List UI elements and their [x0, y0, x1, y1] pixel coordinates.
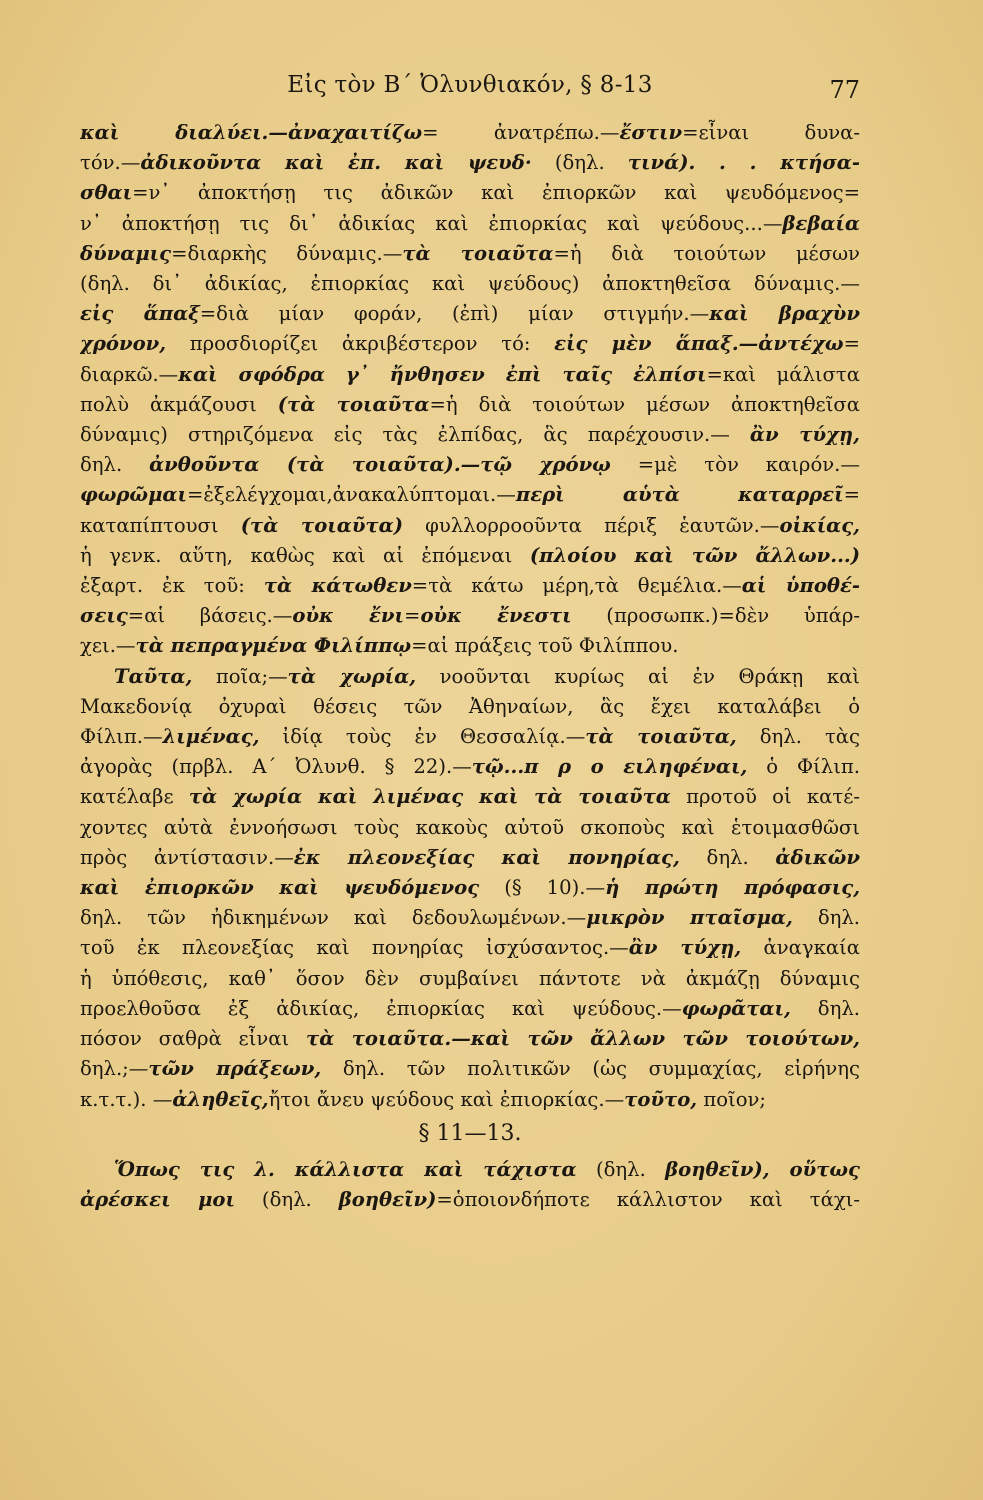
gloss-text: =ἡ διὰ τοιούτων μέσων [553, 241, 860, 265]
lemma-term: οὐκ ἔνεστι [420, 604, 572, 628]
lemma-term: καὶ ἐπιορκῶν καὶ ψευδόμενος [80, 876, 480, 900]
lemma-term: εἰς μὲν ἅπαξ.—ἀντέχω [554, 332, 844, 356]
lemma-term: Ὅπως τις λ. κάλλιστα καὶ τάχιστα [114, 1157, 577, 1181]
gloss-text: κ.τ.τ.). — [80, 1087, 173, 1111]
lemma-term: ἂν τύχῃ, [749, 423, 860, 447]
gloss-text: (§ 10).— [479, 876, 606, 900]
gloss-text: =τὰ κάτω μέρη,τὰ θεμέλια.— [411, 574, 742, 598]
text-line [80, 843, 860, 873]
gloss-text: καταπίπτουσι [80, 513, 241, 537]
next-section-text [80, 1155, 860, 1215]
lemma-term: ἀδικοῦντα καὶ ἐπ. καὶ ψευδ· [140, 151, 532, 175]
gloss-text: = [404, 604, 421, 628]
text-line [80, 933, 860, 963]
text-line [80, 178, 860, 208]
lemma-term: τὰ τοιαῦτα, [585, 725, 737, 749]
lemma-term: ἂν τύχῃ, [628, 936, 742, 960]
lemma-term: σθαι [80, 181, 133, 205]
lemma-term: φωρᾶται, [681, 996, 791, 1020]
gloss-text: προελθοῦσα ἐξ ἀδικίας, ἐπιορκίας καὶ ψεύδους.— [80, 996, 682, 1020]
gloss-text: (προσωπκ.)=δὲν ὑπάρ- [571, 604, 860, 628]
page-header [80, 66, 860, 106]
lemma-term: βεβαία [782, 211, 860, 235]
gloss-text: (δηλ. [531, 151, 628, 175]
gloss-text: τόν.— [80, 151, 141, 175]
gloss-text: δηλ. [790, 996, 860, 1020]
text-line [80, 571, 860, 601]
text-line [80, 1185, 860, 1215]
text-line [80, 1054, 860, 1084]
lemma-term: εἰς ἅπαξ [80, 302, 200, 326]
lemma-term: βοηθεῖν), οὕτως [665, 1157, 860, 1181]
lemma-term: (πλοίου καὶ τῶν ἄλλων...) [529, 543, 860, 567]
lemma-term: (τὰ τοιαῦτα [277, 392, 430, 416]
lemma-term: καὶ διαλύει.—ἀναχαιτίζω [80, 121, 423, 144]
gloss-text: ἡ γενκ. αὕτη, καθὼς καὶ αἱ ἑπόμεναι [80, 543, 530, 567]
lemma-term: σεις [80, 604, 128, 628]
lemma-term: τὰ πεπραγμένα Φιλίππῳ [135, 634, 412, 658]
text-line [80, 692, 860, 722]
gloss-text: = [843, 332, 860, 356]
gloss-text: προσδιορίζει ἀκριβέστερον τό: [166, 332, 555, 356]
commentary-paragraphs [80, 118, 860, 1115]
text-line [80, 209, 860, 239]
text-line [80, 541, 860, 571]
text-line [80, 873, 860, 903]
lemma-term: αἱ ὑποθέ- [741, 574, 860, 598]
lemma-term: τὰ χωρία, [287, 664, 417, 688]
gloss-text: (δηλ. [234, 1188, 339, 1212]
text-line [80, 994, 860, 1024]
lemma-term: καὶ βραχὺν [709, 302, 860, 326]
text-line [80, 148, 860, 178]
text-line [80, 964, 860, 994]
gloss-text: (δηλ. [576, 1157, 666, 1181]
gloss-text: = ἀνατρέπω.— [422, 121, 620, 144]
text-line [80, 1155, 860, 1185]
gloss-text: ἡ ὑπόθεσις, καθ᾿ ὅσον δὲν συμβαίνει πάντοτε νὰ ἀκμάζῃ δύναμις [80, 966, 860, 990]
lemma-term: Ταῦτα, [114, 664, 193, 688]
running-title: Εἰς τὸν Β΄ Ὀλυνθιακόν, § 8-13 [287, 72, 653, 98]
gloss-text: Φίλιπ.— [80, 725, 163, 749]
gloss-text: =καὶ μάλιστα [706, 362, 860, 386]
text-line [80, 1024, 860, 1054]
gloss-text: δηλ. [792, 906, 860, 930]
section-heading: § 11—13. [418, 1120, 522, 1146]
gloss-text: =διὰ μίαν φοράν, (ἐπὶ) μίαν στιγμήν.— [199, 302, 710, 326]
gloss-text: = [843, 483, 860, 507]
gloss-text: πολὺ ἀκμάζουσι [80, 392, 278, 416]
lemma-term: ἐκ πλεονεξίας καὶ πονηρίας, [293, 845, 680, 869]
lemma-term: φωρῶμαι [80, 483, 187, 507]
text-line [80, 269, 860, 299]
lemma-term: τὰ κάτωθεν [263, 574, 412, 598]
gloss-text: ποῖα;— [192, 664, 288, 688]
text-line [80, 1085, 860, 1115]
gloss-text: =ὁποιονδήποτε κάλλιστον καὶ τάχι- [436, 1188, 860, 1212]
text-line [80, 390, 860, 420]
text-line [80, 813, 860, 843]
lemma-term: ἔστιν [619, 121, 683, 144]
lemma-term: καὶ σφόδρα γ᾿ ἤνθησεν ἐπὶ ταῖς ἐλπίσι [178, 362, 707, 386]
text-line [80, 239, 860, 269]
lemma-term: τὰ τοιαῦτα [402, 241, 554, 265]
gloss-text: πόσον σαθρὰ εἶναι [80, 1027, 307, 1051]
text-line [80, 450, 860, 480]
text-line [80, 480, 860, 510]
lemma-term: τὰ χωρία καὶ λιμένας καὶ τὰ τοιαῦτα [188, 785, 671, 809]
gloss-text: φυλλορροοῦντα πέριξ ἑαυτῶν.— [402, 513, 780, 537]
gloss-text: =διαρκὴς δύναμις.— [171, 241, 403, 265]
gloss-text: ἰδίᾳ τοὺς ἐν Θεσσαλίᾳ.— [259, 725, 586, 749]
lemma-term: οὐκ ἔνι [292, 604, 405, 628]
gloss-text: διαρκῶ.— [80, 362, 179, 386]
lemma-term: τινά). . . κτήσα- [627, 151, 860, 175]
gloss-text: Μακεδονίᾳ ὀχυραὶ θέσεις τῶν Ἀθηναίων, ἃς ἔχει καταλάβει ὁ [80, 694, 860, 718]
text-line [80, 420, 860, 450]
lemma-term: μικρὸν πταῖσμα, [586, 906, 793, 930]
gloss-text: ὁ Φίλιπ. [747, 755, 860, 779]
gloss-text: νοοῦνται κυρίως αἱ ἐν Θράκῃ καὶ [416, 664, 860, 688]
gloss-text: =εἶναι δυνα- [682, 121, 860, 144]
gloss-text: ἀγορὰς (πρβλ. Α΄ Ὀλυνθ. § 22).— [80, 755, 472, 779]
commentary-text [80, 118, 860, 1215]
text-line [80, 752, 860, 782]
text-line [80, 601, 860, 631]
lemma-term: οἰκίας, [779, 513, 860, 537]
gloss-text: ποῖον; [697, 1087, 767, 1111]
text-line [80, 662, 860, 692]
text-line [80, 782, 860, 812]
gloss-text: =αἱ βάσεις.— [127, 604, 293, 628]
lemma-term: τῶν πράξεων, [148, 1057, 322, 1081]
lemma-term: περὶ αὑτὰ καταρρεῖ [515, 483, 844, 507]
gloss-text: δηλ. τῶν ἠδικημένων καὶ δεδουλωμένων.— [80, 906, 587, 930]
lemma-term: ἀληθεῖς, [172, 1087, 269, 1111]
gloss-text: κατέλαβε [80, 785, 189, 809]
lemma-term: (τὰ τοιαῦτα) [240, 513, 403, 537]
lemma-term: βοηθεῖν) [338, 1188, 437, 1212]
text-line [80, 722, 860, 752]
gloss-text: ἀναγκαία [741, 936, 860, 960]
text-line [80, 631, 860, 661]
page-number: 77 [829, 76, 860, 104]
gloss-text: πρὸς ἀντίστασιν.— [80, 845, 294, 869]
gloss-text: =αἱ πράξεις τοῦ Φιλίππου. [411, 634, 679, 658]
text-line [80, 511, 860, 541]
gloss-text: =ἐξελέγχομαι,ἀνακαλύπτομαι.— [186, 483, 516, 507]
lemma-term: τὰ τοιαῦτα.—καὶ τῶν ἄλλων τῶν τοιούτων, [306, 1027, 860, 1051]
gloss-text: δύναμις) στηριζόμενα εἰς τὰς ἐλπίδας, ἃς παρέχουσιν.— [80, 423, 750, 447]
lemma-term: ἀδικῶν [775, 845, 860, 869]
gloss-text: ν᾿ ἀποκτήσῃ τις δι᾿ ἀδικίας καὶ ἐπιορκίας καὶ ψεύδους...— [80, 211, 783, 235]
gloss-text: τοῦ ἐκ πλεονεξίας καὶ πονηρίας ἰσχύσαντος.— [80, 936, 629, 960]
gloss-text: =μὲ τὸν καιρόν.— [610, 453, 860, 477]
lemma-term: δύναμις [80, 241, 172, 265]
text-line [80, 299, 860, 329]
text-line [80, 329, 860, 359]
lemma-term: τῷ...π ρ ο ειληφέναι, [471, 755, 748, 779]
text-line [80, 360, 860, 390]
gloss-text: δηλ. [679, 845, 776, 869]
gloss-text: =ν᾿ ἀποκτήσῃ τις ἀδικῶν καὶ ἐπιορκῶν καὶ ψευδόμενος= [132, 181, 860, 205]
gloss-text: =ἡ διὰ τοιούτων μέσων ἀποκτηθεῖσα [429, 392, 860, 416]
gloss-text: ἤτοι ἄνευ ψεύδους καὶ ἐπιορκίας.— [268, 1087, 625, 1111]
lemma-term: χρόνον, [80, 332, 167, 356]
gloss-text: (δηλ. δι᾿ ἀδικίας, ἐπιορκίας καὶ ψεύδους) ἀποκτηθεῖσα δύναμις.— [80, 272, 860, 296]
lemma-term: ἀρέσκει μοι [80, 1188, 235, 1212]
text-line [80, 118, 860, 148]
gloss-text: δηλ. τῶν πολιτικῶν (ὡς συμμαχίας, εἰρήνης [321, 1057, 860, 1081]
gloss-text: δηλ. τὰς [736, 725, 860, 749]
gloss-text: προτοῦ οἱ κατέ- [670, 785, 860, 809]
gloss-text: χοντες αὐτὰ ἐννοήσωσι τοὺς κακοὺς αὐτοῦ σκοποὺς καὶ ἑτοιμασθῶσι [80, 815, 860, 839]
lemma-term: τοῦτο, [624, 1087, 698, 1111]
lemma-term: λιμένας, [162, 725, 260, 749]
text-line [80, 903, 860, 933]
lemma-term: ἡ πρώτη πρόφασις, [605, 876, 860, 900]
gloss-text: ἐξαρτ. ἐκ τοῦ: [80, 574, 264, 598]
gloss-text: δηλ.;— [80, 1057, 149, 1081]
gloss-text: χει.— [80, 634, 136, 658]
lemma-term: ἀνθοῦντα (τὰ τοιαῦτα).—τῷ χρόνῳ [149, 453, 611, 477]
gloss-text: δηλ. [80, 453, 150, 477]
